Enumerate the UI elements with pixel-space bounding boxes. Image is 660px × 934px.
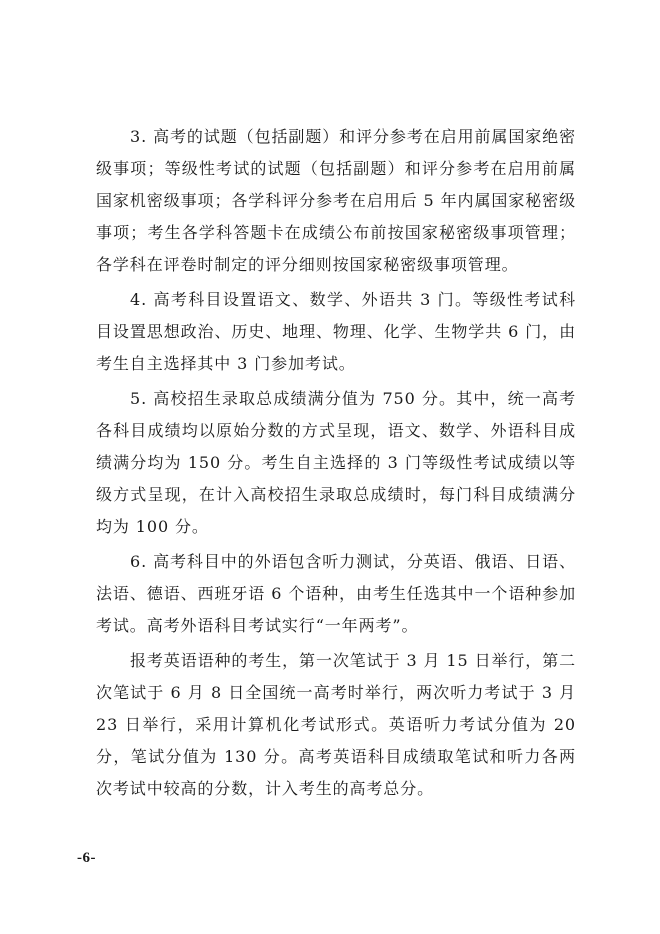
paragraph-item-4: 4. 高考科目设置语文、数学、外语共 3 门。等级性考试科目设置思想政治、历史、地理、物理、化学、生物学共 6 门，由考生自主选择其中 3 门参加考试。 xyxy=(96,290,576,373)
paragraph-english-exam: 报考英语语种的考生，第一次笔试于 3 月 15 日举行，第二次笔试于 6 月 8 日全国统一高考时举行，两次听力考试于 3 月 23 日举行，采用计算机化考试形式。英语听力考试分值为 20 分，笔试分值为 130 分。高考英语科目成绩取笔试和听力各两次考试中较高的分数，计入考生的高考总分。 xyxy=(96,651,576,798)
paragraph-item-3: 3. 高考的试题（包括副题）和评分参考在启用前属国家绝密级事项；等级性考试的试题（包括副题）和评分参考在启用前属国家机密级事项；各学科评分参考在启用后 5 年内属国家秘密级事项；考生各学科答题卡在成绩公布前按国家秘密级事项管理；各学科在评卷时制定的评分细则按国家秘密级事项管理。 xyxy=(96,127,576,274)
paragraph-item-6: 6. 高考科目中的外语包含听力测试，分英语、俄语、日语、法语、德语、西班牙语 6 个语种，由考生任选其中一个语种参加考试。高考外语科目考试实行“一年两考”。 xyxy=(96,552,576,635)
document-body xyxy=(96,121,576,805)
page-number: -6- xyxy=(77,850,96,866)
paragraph-item-5: 5. 高校招生录取总成绩满分值为 750 分。其中，统一高考各科目成绩均以原始分数的方式呈现，语文、数学、外语科目成绩满分均为 150 分。考生自主选择的 3 门等级性考试成绩以等级方式呈现，在计入高校招生录取总成绩时，每门科目成绩满分均为 100 分。 xyxy=(96,389,576,536)
